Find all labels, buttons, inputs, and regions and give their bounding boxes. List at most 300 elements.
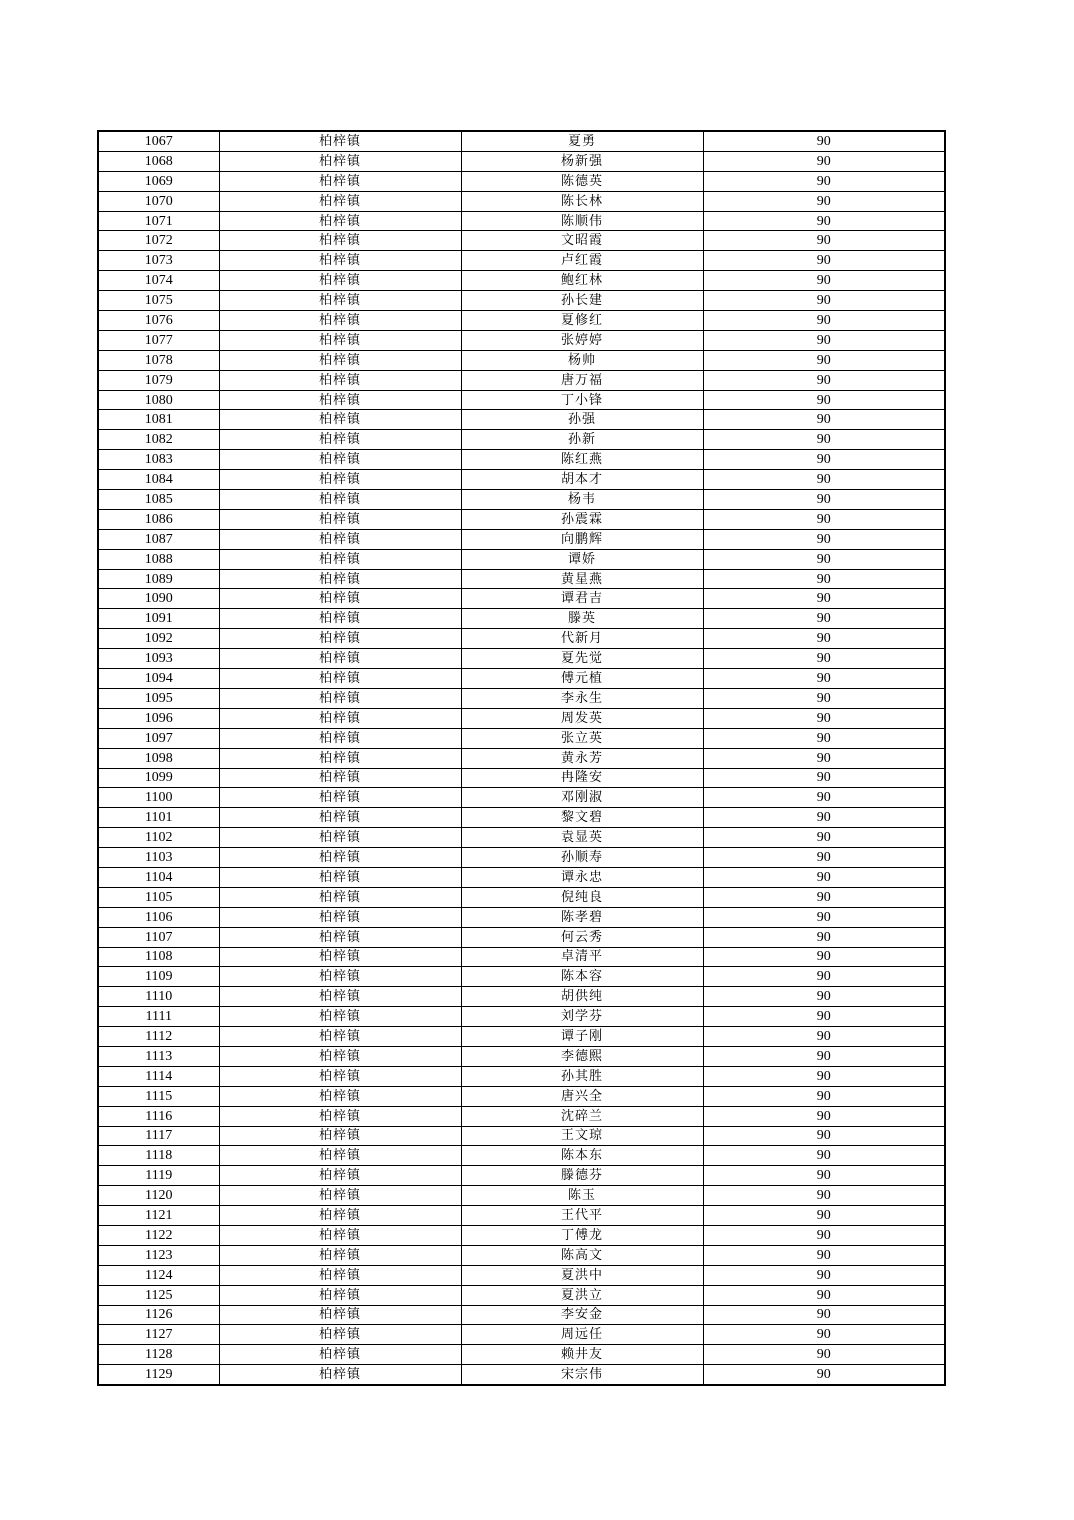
row-number-cell: 1112 — [98, 1027, 219, 1047]
town-cell: 柏梓镇 — [219, 509, 461, 529]
table-row — [98, 450, 945, 470]
town-cell: 柏梓镇 — [219, 947, 461, 967]
name-cell: 滕英 — [461, 609, 703, 629]
town-cell: 柏梓镇 — [219, 927, 461, 947]
row-number-cell: 1087 — [98, 529, 219, 549]
row-number-cell: 1081 — [98, 410, 219, 430]
table-row — [98, 1265, 945, 1285]
score-cell: 90 — [703, 1245, 945, 1265]
table-row — [98, 848, 945, 868]
score-cell: 90 — [703, 728, 945, 748]
row-number-cell: 1073 — [98, 251, 219, 271]
name-cell: 陈本东 — [461, 1146, 703, 1166]
score-cell: 90 — [703, 1166, 945, 1186]
score-cell: 90 — [703, 1285, 945, 1305]
town-cell: 柏梓镇 — [219, 1345, 461, 1365]
town-cell: 柏梓镇 — [219, 1206, 461, 1226]
score-cell: 90 — [703, 848, 945, 868]
town-cell: 柏梓镇 — [219, 1325, 461, 1345]
name-cell: 黄星燕 — [461, 569, 703, 589]
name-cell: 向鹏辉 — [461, 529, 703, 549]
name-cell: 夏勇 — [461, 131, 703, 151]
table-row — [98, 410, 945, 430]
town-cell: 柏梓镇 — [219, 1106, 461, 1126]
town-cell: 柏梓镇 — [219, 1146, 461, 1166]
row-number-cell: 1121 — [98, 1206, 219, 1226]
row-number-cell: 1122 — [98, 1225, 219, 1245]
score-cell: 90 — [703, 609, 945, 629]
table-row — [98, 808, 945, 828]
table-body — [98, 131, 945, 1385]
table-row — [98, 1007, 945, 1027]
score-cell: 90 — [703, 768, 945, 788]
name-cell: 陈本容 — [461, 967, 703, 987]
table-row — [98, 867, 945, 887]
score-cell: 90 — [703, 549, 945, 569]
town-cell: 柏梓镇 — [219, 708, 461, 728]
table-row — [98, 509, 945, 529]
town-cell: 柏梓镇 — [219, 728, 461, 748]
table-row — [98, 490, 945, 510]
table-row — [98, 828, 945, 848]
name-cell: 陈红燕 — [461, 450, 703, 470]
row-number-cell: 1083 — [98, 450, 219, 470]
town-cell: 柏梓镇 — [219, 410, 461, 430]
table-row — [98, 967, 945, 987]
score-cell: 90 — [703, 947, 945, 967]
score-cell: 90 — [703, 191, 945, 211]
name-cell: 李德熙 — [461, 1046, 703, 1066]
name-cell: 谭永忠 — [461, 867, 703, 887]
row-number-cell: 1120 — [98, 1186, 219, 1206]
name-cell: 陈玉 — [461, 1186, 703, 1206]
name-cell: 谭娇 — [461, 549, 703, 569]
row-number-cell: 1124 — [98, 1265, 219, 1285]
name-cell: 卢红霞 — [461, 251, 703, 271]
table-row — [98, 171, 945, 191]
name-cell: 胡本才 — [461, 470, 703, 490]
score-cell: 90 — [703, 1325, 945, 1345]
score-cell: 90 — [703, 629, 945, 649]
score-cell: 90 — [703, 987, 945, 1007]
row-number-cell: 1094 — [98, 669, 219, 689]
town-cell: 柏梓镇 — [219, 171, 461, 191]
table-row — [98, 131, 945, 151]
row-number-cell: 1104 — [98, 867, 219, 887]
row-number-cell: 1116 — [98, 1106, 219, 1126]
name-cell: 谭君吉 — [461, 589, 703, 609]
town-cell: 柏梓镇 — [219, 907, 461, 927]
name-cell: 杨新强 — [461, 151, 703, 171]
name-cell: 夏先觉 — [461, 649, 703, 669]
town-cell: 柏梓镇 — [219, 330, 461, 350]
table-row — [98, 251, 945, 271]
row-number-cell: 1067 — [98, 131, 219, 151]
town-cell: 柏梓镇 — [219, 609, 461, 629]
town-cell: 柏梓镇 — [219, 1007, 461, 1027]
row-number-cell: 1123 — [98, 1245, 219, 1265]
table-row — [98, 1225, 945, 1245]
name-cell: 夏洪立 — [461, 1285, 703, 1305]
row-number-cell: 1078 — [98, 350, 219, 370]
row-number-cell: 1097 — [98, 728, 219, 748]
table-row — [98, 1325, 945, 1345]
table-row — [98, 907, 945, 927]
data-table — [97, 130, 946, 1386]
table-row — [98, 1106, 945, 1126]
town-cell: 柏梓镇 — [219, 1225, 461, 1245]
score-cell: 90 — [703, 1106, 945, 1126]
name-cell: 孙其胜 — [461, 1066, 703, 1086]
row-number-cell: 1069 — [98, 171, 219, 191]
score-cell: 90 — [703, 251, 945, 271]
table-row — [98, 1245, 945, 1265]
row-number-cell: 1074 — [98, 271, 219, 291]
table-row — [98, 370, 945, 390]
row-number-cell: 1077 — [98, 330, 219, 350]
table-row — [98, 1146, 945, 1166]
table-row — [98, 211, 945, 231]
name-cell: 杨帅 — [461, 350, 703, 370]
row-number-cell: 1085 — [98, 490, 219, 510]
row-number-cell: 1092 — [98, 629, 219, 649]
name-cell: 陈长林 — [461, 191, 703, 211]
name-cell: 卓清平 — [461, 947, 703, 967]
town-cell: 柏梓镇 — [219, 589, 461, 609]
name-cell: 黎文碧 — [461, 808, 703, 828]
table-row — [98, 927, 945, 947]
town-cell: 柏梓镇 — [219, 808, 461, 828]
score-cell: 90 — [703, 231, 945, 251]
town-cell: 柏梓镇 — [219, 1186, 461, 1206]
score-cell: 90 — [703, 151, 945, 171]
score-cell: 90 — [703, 291, 945, 311]
town-cell: 柏梓镇 — [219, 1046, 461, 1066]
town-cell: 柏梓镇 — [219, 1285, 461, 1305]
row-number-cell: 1119 — [98, 1166, 219, 1186]
table-row — [98, 629, 945, 649]
town-cell: 柏梓镇 — [219, 1166, 461, 1186]
town-cell: 柏梓镇 — [219, 350, 461, 370]
town-cell: 柏梓镇 — [219, 529, 461, 549]
name-cell: 鲍红林 — [461, 271, 703, 291]
name-cell: 夏修红 — [461, 311, 703, 331]
town-cell: 柏梓镇 — [219, 569, 461, 589]
score-cell: 90 — [703, 311, 945, 331]
town-cell: 柏梓镇 — [219, 151, 461, 171]
name-cell: 胡供纯 — [461, 987, 703, 1007]
table-row — [98, 589, 945, 609]
town-cell: 柏梓镇 — [219, 490, 461, 510]
table-row — [98, 1066, 945, 1086]
row-number-cell: 1084 — [98, 470, 219, 490]
town-cell: 柏梓镇 — [219, 1066, 461, 1086]
town-cell: 柏梓镇 — [219, 867, 461, 887]
row-number-cell: 1127 — [98, 1325, 219, 1345]
row-number-cell: 1089 — [98, 569, 219, 589]
town-cell: 柏梓镇 — [219, 1265, 461, 1285]
table-row — [98, 1046, 945, 1066]
name-cell: 夏洪中 — [461, 1265, 703, 1285]
name-cell: 孙顺寿 — [461, 848, 703, 868]
score-cell: 90 — [703, 271, 945, 291]
score-cell: 90 — [703, 1206, 945, 1226]
town-cell: 柏梓镇 — [219, 191, 461, 211]
table-row — [98, 569, 945, 589]
row-number-cell: 1126 — [98, 1305, 219, 1325]
row-number-cell: 1125 — [98, 1285, 219, 1305]
row-number-cell: 1098 — [98, 748, 219, 768]
score-cell: 90 — [703, 907, 945, 927]
town-cell: 柏梓镇 — [219, 271, 461, 291]
score-cell: 90 — [703, 171, 945, 191]
score-cell: 90 — [703, 589, 945, 609]
town-cell: 柏梓镇 — [219, 549, 461, 569]
score-cell: 90 — [703, 828, 945, 848]
town-cell: 柏梓镇 — [219, 669, 461, 689]
row-number-cell: 1118 — [98, 1146, 219, 1166]
name-cell: 何云秀 — [461, 927, 703, 947]
name-cell: 黄永芳 — [461, 748, 703, 768]
town-cell: 柏梓镇 — [219, 768, 461, 788]
name-cell: 陈顺伟 — [461, 211, 703, 231]
name-cell: 孙长建 — [461, 291, 703, 311]
score-cell: 90 — [703, 450, 945, 470]
row-number-cell: 1114 — [98, 1066, 219, 1086]
town-cell: 柏梓镇 — [219, 1086, 461, 1106]
town-cell: 柏梓镇 — [219, 131, 461, 151]
table-row — [98, 708, 945, 728]
name-cell: 李安金 — [461, 1305, 703, 1325]
row-number-cell: 1091 — [98, 609, 219, 629]
town-cell: 柏梓镇 — [219, 450, 461, 470]
row-number-cell: 1090 — [98, 589, 219, 609]
table-row — [98, 549, 945, 569]
table-row — [98, 191, 945, 211]
row-number-cell: 1129 — [98, 1365, 219, 1385]
town-cell: 柏梓镇 — [219, 748, 461, 768]
row-number-cell: 1107 — [98, 927, 219, 947]
name-cell: 谭子刚 — [461, 1027, 703, 1047]
town-cell: 柏梓镇 — [219, 649, 461, 669]
score-cell: 90 — [703, 1086, 945, 1106]
row-number-cell: 1113 — [98, 1046, 219, 1066]
name-cell: 陈高文 — [461, 1245, 703, 1265]
town-cell: 柏梓镇 — [219, 211, 461, 231]
row-number-cell: 1075 — [98, 291, 219, 311]
town-cell: 柏梓镇 — [219, 887, 461, 907]
name-cell: 文昭霞 — [461, 231, 703, 251]
score-cell: 90 — [703, 390, 945, 410]
score-cell: 90 — [703, 748, 945, 768]
name-cell: 傅元植 — [461, 669, 703, 689]
row-number-cell: 1096 — [98, 708, 219, 728]
town-cell: 柏梓镇 — [219, 848, 461, 868]
table-row — [98, 231, 945, 251]
name-cell: 丁小锋 — [461, 390, 703, 410]
town-cell: 柏梓镇 — [219, 390, 461, 410]
row-number-cell: 1100 — [98, 788, 219, 808]
town-cell: 柏梓镇 — [219, 1245, 461, 1265]
town-cell: 柏梓镇 — [219, 470, 461, 490]
town-cell: 柏梓镇 — [219, 1126, 461, 1146]
score-cell: 90 — [703, 529, 945, 549]
table-row — [98, 291, 945, 311]
score-cell: 90 — [703, 509, 945, 529]
name-cell: 孙新 — [461, 430, 703, 450]
row-number-cell: 1108 — [98, 947, 219, 967]
score-cell: 90 — [703, 1186, 945, 1206]
score-cell: 90 — [703, 569, 945, 589]
score-cell: 90 — [703, 330, 945, 350]
town-cell: 柏梓镇 — [219, 1365, 461, 1385]
score-cell: 90 — [703, 350, 945, 370]
score-cell: 90 — [703, 967, 945, 987]
table-row — [98, 151, 945, 171]
row-number-cell: 1072 — [98, 231, 219, 251]
score-cell: 90 — [703, 927, 945, 947]
row-number-cell: 1109 — [98, 967, 219, 987]
name-cell: 宋宗伟 — [461, 1365, 703, 1385]
row-number-cell: 1110 — [98, 987, 219, 1007]
score-cell: 90 — [703, 410, 945, 430]
table-row — [98, 947, 945, 967]
score-cell: 90 — [703, 649, 945, 669]
name-cell: 周远任 — [461, 1325, 703, 1345]
table-row — [98, 390, 945, 410]
score-cell: 90 — [703, 131, 945, 151]
table-row — [98, 609, 945, 629]
name-cell: 赖井友 — [461, 1345, 703, 1365]
row-number-cell: 1076 — [98, 311, 219, 331]
score-cell: 90 — [703, 211, 945, 231]
score-cell: 90 — [703, 470, 945, 490]
name-cell: 杨韦 — [461, 490, 703, 510]
name-cell: 李永生 — [461, 688, 703, 708]
table-row — [98, 768, 945, 788]
row-number-cell: 1093 — [98, 649, 219, 669]
score-cell: 90 — [703, 1007, 945, 1027]
score-cell: 90 — [703, 1027, 945, 1047]
table-row — [98, 1186, 945, 1206]
table-row — [98, 1305, 945, 1325]
town-cell: 柏梓镇 — [219, 1305, 461, 1325]
name-cell: 张立英 — [461, 728, 703, 748]
row-number-cell: 1117 — [98, 1126, 219, 1146]
table-row — [98, 1166, 945, 1186]
town-cell: 柏梓镇 — [219, 1027, 461, 1047]
name-cell: 陈孝碧 — [461, 907, 703, 927]
row-number-cell: 1099 — [98, 768, 219, 788]
row-number-cell: 1111 — [98, 1007, 219, 1027]
table-row — [98, 649, 945, 669]
name-cell: 代新月 — [461, 629, 703, 649]
row-number-cell: 1095 — [98, 688, 219, 708]
name-cell: 丁傅龙 — [461, 1225, 703, 1245]
score-cell: 90 — [703, 1066, 945, 1086]
town-cell: 柏梓镇 — [219, 629, 461, 649]
town-cell: 柏梓镇 — [219, 987, 461, 1007]
table-row — [98, 1345, 945, 1365]
table-row — [98, 1027, 945, 1047]
name-cell: 张婷婷 — [461, 330, 703, 350]
row-number-cell: 1071 — [98, 211, 219, 231]
score-cell: 90 — [703, 1305, 945, 1325]
name-cell: 周发英 — [461, 708, 703, 728]
table-row — [98, 529, 945, 549]
table-row — [98, 470, 945, 490]
score-cell: 90 — [703, 1365, 945, 1385]
name-cell: 孙震霖 — [461, 509, 703, 529]
row-number-cell: 1128 — [98, 1345, 219, 1365]
row-number-cell: 1103 — [98, 848, 219, 868]
table-row — [98, 311, 945, 331]
table-row — [98, 1206, 945, 1226]
town-cell: 柏梓镇 — [219, 251, 461, 271]
row-number-cell: 1088 — [98, 549, 219, 569]
score-cell: 90 — [703, 788, 945, 808]
town-cell: 柏梓镇 — [219, 430, 461, 450]
score-cell: 90 — [703, 1046, 945, 1066]
table-row — [98, 788, 945, 808]
table-row — [98, 1365, 945, 1385]
town-cell: 柏梓镇 — [219, 828, 461, 848]
table-row — [98, 669, 945, 689]
row-number-cell: 1070 — [98, 191, 219, 211]
row-number-cell: 1086 — [98, 509, 219, 529]
score-cell: 90 — [703, 1345, 945, 1365]
name-cell: 唐万福 — [461, 370, 703, 390]
table-row — [98, 271, 945, 291]
row-number-cell: 1115 — [98, 1086, 219, 1106]
town-cell: 柏梓镇 — [219, 370, 461, 390]
town-cell: 柏梓镇 — [219, 688, 461, 708]
score-cell: 90 — [703, 1265, 945, 1285]
table-row — [98, 330, 945, 350]
name-cell: 王文琼 — [461, 1126, 703, 1146]
row-number-cell: 1106 — [98, 907, 219, 927]
score-cell: 90 — [703, 688, 945, 708]
town-cell: 柏梓镇 — [219, 231, 461, 251]
row-number-cell: 1079 — [98, 370, 219, 390]
table-row — [98, 1086, 945, 1106]
score-cell: 90 — [703, 1225, 945, 1245]
name-cell: 袁显英 — [461, 828, 703, 848]
score-cell: 90 — [703, 370, 945, 390]
name-cell: 王代平 — [461, 1206, 703, 1226]
score-cell: 90 — [703, 887, 945, 907]
table-row — [98, 987, 945, 1007]
score-cell: 90 — [703, 490, 945, 510]
name-cell: 倪纯良 — [461, 887, 703, 907]
name-cell: 冉隆安 — [461, 768, 703, 788]
table-row — [98, 887, 945, 907]
table-row — [98, 1126, 945, 1146]
name-cell: 刘学芬 — [461, 1007, 703, 1027]
table-row — [98, 728, 945, 748]
score-cell: 90 — [703, 1146, 945, 1166]
table-row — [98, 748, 945, 768]
row-number-cell: 1068 — [98, 151, 219, 171]
row-number-cell: 1080 — [98, 390, 219, 410]
table-row — [98, 430, 945, 450]
table-row — [98, 688, 945, 708]
score-cell: 90 — [703, 669, 945, 689]
score-cell: 90 — [703, 808, 945, 828]
name-cell: 唐兴全 — [461, 1086, 703, 1106]
score-cell: 90 — [703, 430, 945, 450]
row-number-cell: 1105 — [98, 887, 219, 907]
